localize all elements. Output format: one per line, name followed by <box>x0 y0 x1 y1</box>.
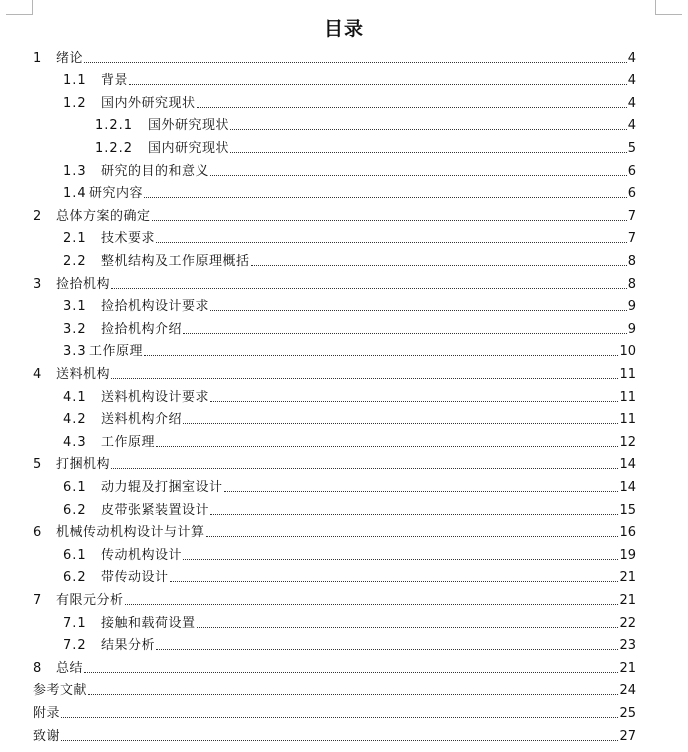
toc-entry-number: 1.3 <box>63 163 87 179</box>
toc-entry-number: 6.2 <box>63 502 87 518</box>
toc-dot-leader <box>156 446 618 447</box>
toc-entry-page: 16 <box>619 525 636 541</box>
toc-dot-leader <box>129 84 627 85</box>
toc-entry-page: 21 <box>619 570 636 586</box>
toc-entry-page: 5 <box>627 140 636 156</box>
toc-dot-leader <box>251 265 627 266</box>
toc-entry-number: 1.2.2 <box>95 140 134 156</box>
toc-entry-number: 4 <box>33 366 43 382</box>
toc-entry[interactable] <box>63 473 636 496</box>
toc-entry[interactable] <box>63 541 636 564</box>
toc-entry-title: 国内研究现状 <box>148 140 230 156</box>
toc-entry-page: 11 <box>619 389 636 405</box>
toc-entry-number: 6 <box>33 525 43 541</box>
toc-dot-leader <box>210 310 627 311</box>
toc-entry[interactable] <box>63 89 636 112</box>
toc-entry-number: 3.1 <box>63 299 87 315</box>
toc-entry[interactable] <box>63 428 636 451</box>
toc-entry-title: 接触和载荷设置 <box>101 615 196 631</box>
toc-entry-title: 总体方案的确定 <box>56 208 151 224</box>
toc-entry-page: 24 <box>619 683 636 699</box>
toc-entry-page: 7 <box>627 208 636 224</box>
toc-dot-leader <box>206 536 619 537</box>
toc-entry-page: 4 <box>627 73 636 89</box>
toc-entry-title: 整机结构及工作原理概括 <box>101 253 250 269</box>
toc-entry[interactable] <box>95 134 636 157</box>
toc-entry[interactable] <box>63 496 636 519</box>
toc-dot-leader <box>144 355 618 356</box>
toc-entry[interactable] <box>95 112 636 135</box>
toc-entry-title: 总结 <box>56 660 84 676</box>
toc-entry-title: 机械传动机构设计与计算 <box>56 525 205 541</box>
toc-dot-leader <box>144 197 627 198</box>
toc-entry-title: 致谢 <box>33 728 61 744</box>
toc-entry-page: 27 <box>619 728 636 744</box>
toc-entry[interactable] <box>63 383 636 406</box>
toc-entry-title: 送料机构介绍 <box>101 412 183 428</box>
toc-entry[interactable] <box>63 338 636 361</box>
toc-entry-number: 7.1 <box>63 615 87 631</box>
toc-entry[interactable] <box>63 609 636 632</box>
toc-entry-number: 8 <box>33 660 43 676</box>
toc-entry-title: 背景 <box>101 73 129 89</box>
toc-entry[interactable] <box>33 44 636 67</box>
toc-dot-leader <box>152 220 627 221</box>
toc-title: 目录 <box>323 18 364 40</box>
toc-entry-page: 7 <box>627 231 636 247</box>
toc-entry[interactable] <box>33 451 636 474</box>
toc-dot-leader <box>210 514 618 515</box>
toc-entry-title: 国内外研究现状 <box>101 95 196 111</box>
toc-dot-leader <box>197 107 627 108</box>
toc-dot-leader <box>84 672 618 673</box>
toc-entry-number: 4.3 <box>63 434 87 450</box>
toc-entry-page: 9 <box>627 321 636 337</box>
toc-entry-page: 25 <box>619 705 636 721</box>
toc-entry-number: 2.2 <box>63 253 87 269</box>
toc-entry-number: 3.2 <box>63 321 87 337</box>
toc-entry-title: 技术要求 <box>101 231 156 247</box>
toc-entry-number: 1.1 <box>63 73 87 89</box>
toc-entry-title: 研究内容 <box>89 186 144 202</box>
toc-dot-leader <box>230 129 627 130</box>
toc-entry-page: 4 <box>627 95 636 111</box>
toc-entry-number: 1.4 <box>63 186 87 202</box>
toc-dot-leader <box>156 242 627 243</box>
toc-entry-page: 4 <box>627 118 636 134</box>
toc-entry-title: 工作原理 <box>101 434 156 450</box>
toc-entry-number: 1.2.1 <box>95 118 134 134</box>
toc-entry-number: 3.3 <box>63 344 87 360</box>
toc-entry-number: 7.2 <box>63 638 87 654</box>
toc-entry-page: 23 <box>619 638 636 654</box>
toc-entry[interactable] <box>33 519 636 542</box>
toc-dot-leader <box>61 740 618 741</box>
toc-entry-page: 12 <box>619 434 636 450</box>
toc-dot-leader <box>224 491 619 492</box>
toc-entry[interactable] <box>33 654 636 677</box>
toc-entry[interactable] <box>33 699 636 722</box>
toc-entry-title: 皮带张紧装置设计 <box>101 502 210 518</box>
toc-entry-number: 6.1 <box>63 479 87 495</box>
toc-entry-number: 4.2 <box>63 412 87 428</box>
toc-entry-page: 6 <box>627 186 636 202</box>
toc-entry-page: 10 <box>619 344 636 360</box>
toc-entry-title: 捡拾机构 <box>56 276 111 292</box>
toc-entry-number: 4.1 <box>63 389 87 405</box>
toc-entry-title: 工作原理 <box>89 344 144 360</box>
toc-entry-title: 带传动设计 <box>101 570 169 586</box>
toc-entry-page: 11 <box>619 412 636 428</box>
toc-entry-page: 11 <box>619 366 636 382</box>
toc-entry-page: 14 <box>619 479 636 495</box>
toc-dot-leader <box>210 175 627 176</box>
toc-entry-title: 附录 <box>33 705 61 721</box>
toc-dot-leader <box>84 62 627 63</box>
toc-entry-number: 3 <box>33 276 43 292</box>
toc-entry-number: 2 <box>33 208 43 224</box>
toc-entry[interactable] <box>33 722 636 745</box>
toc-dot-leader <box>156 649 618 650</box>
toc-entry[interactable] <box>33 677 636 700</box>
toc-entry[interactable] <box>63 247 636 270</box>
toc-entry-page: 14 <box>619 457 636 473</box>
toc-entry-page: 19 <box>619 547 636 563</box>
toc-entry-page: 8 <box>627 276 636 292</box>
toc-dot-leader <box>183 559 618 560</box>
toc-dot-leader <box>61 717 618 718</box>
toc-entry-page: 15 <box>619 502 636 518</box>
toc-entry-page: 9 <box>627 299 636 315</box>
toc-entry-title: 参考文献 <box>33 683 88 699</box>
page-corner-mark-left <box>6 0 33 15</box>
toc-entry[interactable] <box>63 180 636 203</box>
toc-entry[interactable] <box>63 67 636 90</box>
toc-entry-title: 有限元分析 <box>56 592 124 608</box>
toc-dot-leader <box>170 581 619 582</box>
toc-entry-page: 6 <box>627 163 636 179</box>
toc-entry-title: 送料机构设计要求 <box>101 389 210 405</box>
toc-entry-number: 2.1 <box>63 231 87 247</box>
toc-entry[interactable] <box>33 360 636 383</box>
toc-entry[interactable] <box>63 406 636 429</box>
toc-entry[interactable] <box>63 632 636 655</box>
toc-dot-leader <box>111 288 627 289</box>
toc-dot-leader <box>183 333 627 334</box>
page-corner-mark-right <box>655 0 682 15</box>
toc-dot-leader <box>111 378 618 379</box>
toc-entry-title: 绪论 <box>56 50 84 66</box>
toc-dot-leader <box>183 423 618 424</box>
toc-entry[interactable] <box>63 225 636 248</box>
toc-entry-title: 国外研究现状 <box>148 118 230 134</box>
toc-entry[interactable] <box>63 564 636 587</box>
toc-entry-number: 1.2 <box>63 95 87 111</box>
toc-entry-title: 送料机构 <box>56 366 111 382</box>
toc-entry-title: 动力辊及打捆室设计 <box>101 479 223 495</box>
toc-dot-leader <box>210 401 618 402</box>
toc-entry-title: 传动机构设计 <box>101 547 183 563</box>
toc-dot-leader <box>88 694 618 695</box>
toc-entry-page: 8 <box>627 253 636 269</box>
toc-entry-page: 21 <box>619 660 636 676</box>
toc-entry[interactable] <box>33 202 636 225</box>
toc-entry[interactable] <box>63 157 636 180</box>
toc-dot-leader <box>197 627 619 628</box>
toc-dot-leader <box>230 152 627 153</box>
toc-entry-title: 捡拾机构介绍 <box>101 321 183 337</box>
toc-dot-leader <box>125 604 619 605</box>
toc-entry[interactable] <box>33 270 636 293</box>
toc-entry[interactable] <box>63 293 636 316</box>
toc-entry-title: 研究的目的和意义 <box>101 163 210 179</box>
toc-entry-number: 6.2 <box>63 570 87 586</box>
toc-entry-number: 6.1 <box>63 547 87 563</box>
toc-entry-number: 1 <box>33 50 43 66</box>
toc-dot-leader <box>111 468 618 469</box>
toc-entry[interactable] <box>63 315 636 338</box>
toc-entry-page: 22 <box>619 615 636 631</box>
toc-entry-title: 捡拾机构设计要求 <box>101 299 210 315</box>
toc-entry-number: 7 <box>33 592 43 608</box>
toc-entry-page: 21 <box>619 592 636 608</box>
toc-entry-page: 4 <box>627 50 636 66</box>
toc-entry-title: 打捆机构 <box>56 457 111 473</box>
toc-entry-number: 5 <box>33 457 43 473</box>
toc-entry-title: 结果分析 <box>101 638 156 654</box>
toc-entry[interactable] <box>33 586 636 609</box>
